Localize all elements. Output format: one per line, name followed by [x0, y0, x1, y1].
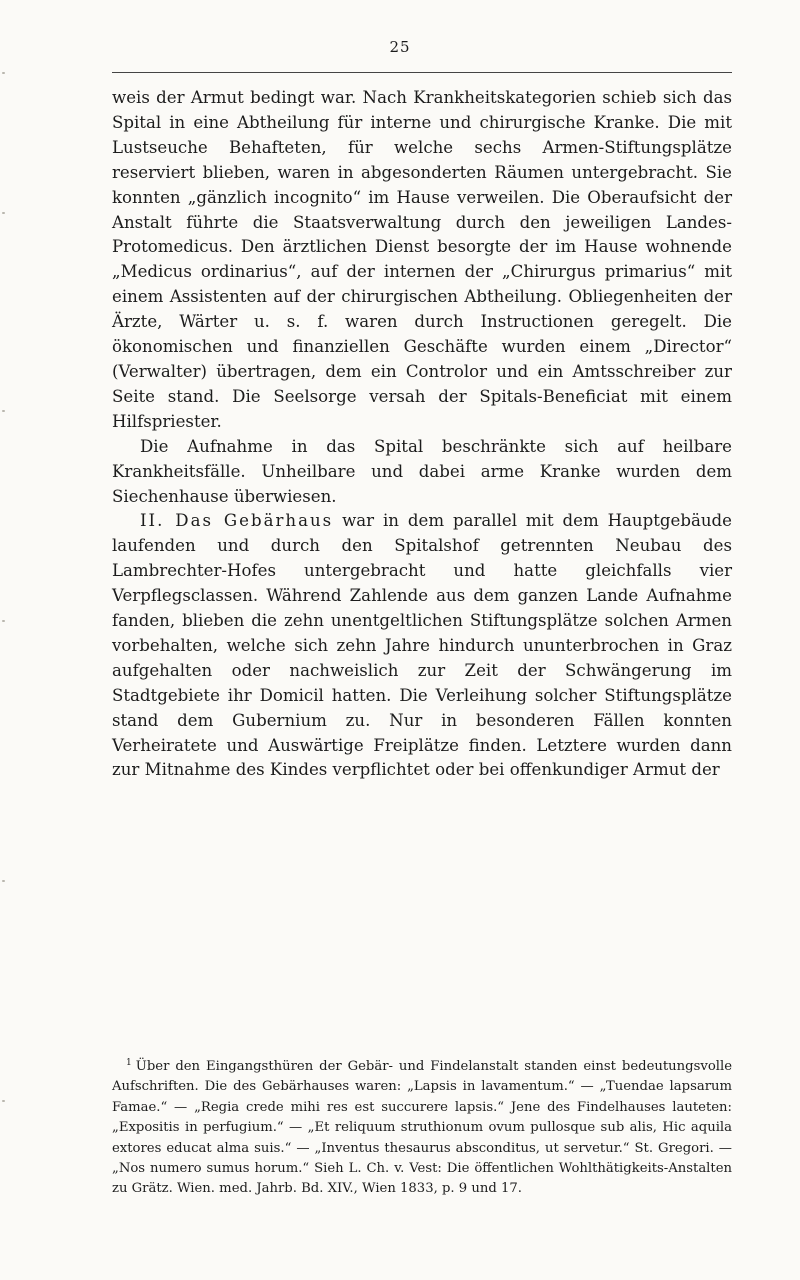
body-text — [112, 86, 732, 783]
page-number: 25 — [389, 38, 411, 56]
paragraph-3 — [112, 509, 732, 783]
footnote-marker: 1 — [126, 1057, 132, 1068]
paragraph-3-text: war in dem parallel mit dem Hauptgebäude laufenden und durch den Spitalshof getrennten Neubau des Lambrechter-Hofes untergebracht und hatte gleichfalls vier Verpflegsclassen. Während Zahlende aus dem ganzen Lande Aufnahme fanden, blieben die zehn unentgeltlichen Stiftungsplätze solchen Armen vorbehalten, welche sich zehn Jahre hindurch ununterbrochen in Graz aufgehalten oder nachweislich zur Zeit der Schwängerung im Stadtgebiete ihr Domicil hatten. Die Verleihung solcher Stiftungsplätze stand dem Gubernium zu. Nur in besonderen Fällen konnten Verheiratete und Auswärtige Freiplätze finden. Letztere wurden dann zur Mitnahme des Kindes verpflichtet oder bei offenkundiger Armut der — [112, 511, 733, 780]
paragraph-1: weis der Armut bedingt war. Nach Krankheitskategorien schieb sich das Spital in eine Abtheilung für interne und chirurgische Kranke. Die mit Lustseuche Behafteten, für welche sechs Armen-Stiftungsplätze reserviert blieben, waren in abgesonderten Räumen untergebracht. Sie konnten „gänzlich incognito“ im Hause verweilen. Die Oberaufsicht der Anstalt führte die Staatsverwaltung durch den jeweiligen Landes-Protomedicus. Den ärztlichen Dienst besorgte der im Hause wohnende „Medicus ordinarius“, auf der internen der „Chirurgus primarius“ mit einem Assistenten auf der chirurgischen Abtheilung. Obliegenheiten der Ärzte, Wärter u. s. f. waren durch Instructionen geregelt. Die ökonomischen und finanziellen Geschäfte wurden einem „Director“ (Verwalter) übertragen, dem ein Controlor und ein Amtsschreiber zur Seite stand. Die Seelsorge versah der Spitals-Beneficiat mit einem Hilfspriester. — [112, 88, 732, 431]
header-rule — [112, 72, 732, 73]
footnote-1 — [112, 1057, 732, 1200]
footnotes — [112, 1057, 732, 1200]
footnote-text: Über den Eingangsthüren der Gebär- und Findelanstalt standen einst bedeutungsvolle Aufschriften. Die des Gebärhauses waren: „Lapsis in lavamentum.“ — „Tuendae lapsarum Famae.“ — „Regia crede mihi res est succurere lapsis.“ Jene des Findelhauses lauteten: „Expositis in perfugium.“ — „Et reliquum struthionum ovum pullosque sub alis, Hic aquila extores educat alma suis.“ — „Inventus thesaurus absconditus, ut servetur.“ St. Gregori. — „Nos numero sumus horum.“ Sieh L. Ch. v. Vest: Die öffentlichen Wohlthätigkeits-Anstalten zu Grätz. Wien. med. Jahrb. Bd. XIV., Wien 1833, p. 9 und 17. — [112, 1059, 732, 1197]
paragraph-2: Die Aufnahme in das Spital beschränkte sich auf heilbare Krankheitsfälle. Unheilbare und dabei arme Kranke wurden dem Siechenhause überwiesen. — [112, 436, 732, 506]
section-label: II. Das Gebärhaus — [140, 511, 334, 531]
page-edge-marks — [0, 0, 14, 1280]
